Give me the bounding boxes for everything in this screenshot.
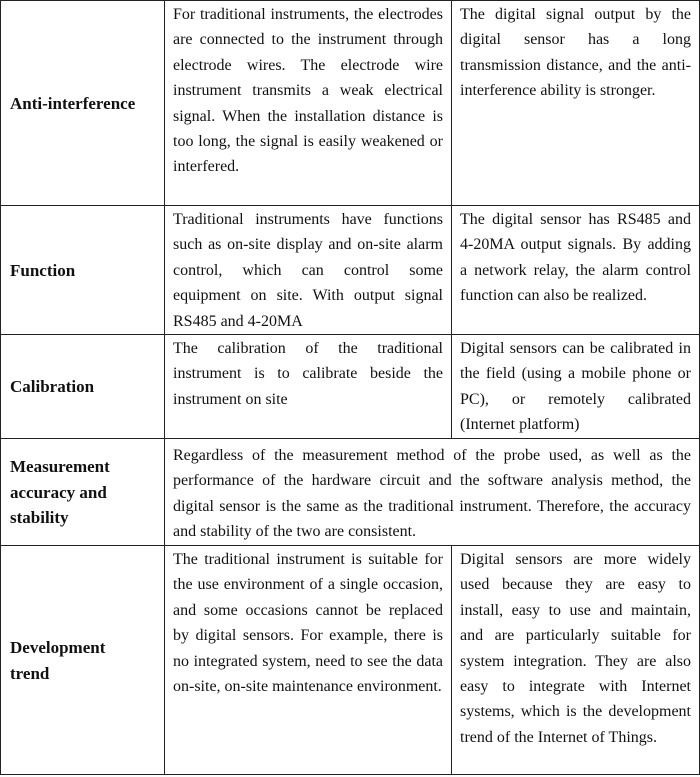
digital-cell-calibration: Digital sensors can be calibrated in the field (using a mobile phone or PC), or remotely calibrated (Internet platform) xyxy=(452,335,700,439)
row-label-development xyxy=(1,546,165,775)
row-label-measurement-line3: stability xyxy=(10,508,69,528)
row-label-measurement-line2: accuracy and xyxy=(10,482,107,502)
row-label-calibration: Calibration xyxy=(1,335,165,439)
row-label-development-line1: Development xyxy=(10,638,106,658)
traditional-cell-anti-interference: For traditional instruments, the electrodes are connected to the instrument through electrode wires. The electrode wire instrument transmits a weak electrical signal. When the installation distance is too long, the signal is easily weakened or interfered. xyxy=(165,1,452,206)
table-row-measurement xyxy=(1,439,700,546)
table-row-calibration xyxy=(1,335,700,439)
traditional-cell-function: Traditional instruments have functions such as on-site display and on-site alarm control, which can control some equipment on site. With output signal RS485 and 4-20MA xyxy=(165,206,452,335)
digital-cell-anti-interference: The digital signal output by the digital sensor has a long transmission distance, and the anti-interference ability is stronger. xyxy=(452,1,700,206)
digital-cell-function: The digital sensor has RS485 and 4-20MA output signals. By adding a network relay, the alarm control function can also be realized. xyxy=(452,206,700,335)
merged-cell-measurement: Regardless of the measurement method of the probe used, as well as the performance of the hardware circuit and the software analysis method, the digital sensor is the same as the traditional instrument. Therefore, the accuracy and stability of the two are consistent. xyxy=(165,439,700,546)
row-label-anti-interference: Anti-interference xyxy=(1,1,165,206)
row-label-function: Function xyxy=(1,206,165,335)
traditional-cell-development: The traditional instrument is suitable for the use environment of a single occasion, and some occasions cannot be replaced by digital sensors. For example, there is no integrated system, need to see the data on-site, on-site maintenance environment. xyxy=(165,546,452,775)
table-row-development xyxy=(1,546,700,775)
row-label-development-line2: trend xyxy=(10,663,50,683)
comparison-table-bottom xyxy=(0,438,700,775)
traditional-cell-calibration: The calibration of the traditional instrument is to calibrate beside the instrument on site xyxy=(165,335,452,439)
row-label-measurement xyxy=(1,439,165,546)
digital-cell-development: Digital sensors are more widely used because they are easy to install, easy to use and maintain, and are particularly suitable for system integration. They are also easy to integrate with Internet systems, which is the development trend of the Internet of Things. xyxy=(452,546,700,775)
table-row-anti-interference xyxy=(1,1,700,206)
table-row-function xyxy=(1,206,700,335)
row-label-measurement-line1: Measurement xyxy=(10,457,110,477)
